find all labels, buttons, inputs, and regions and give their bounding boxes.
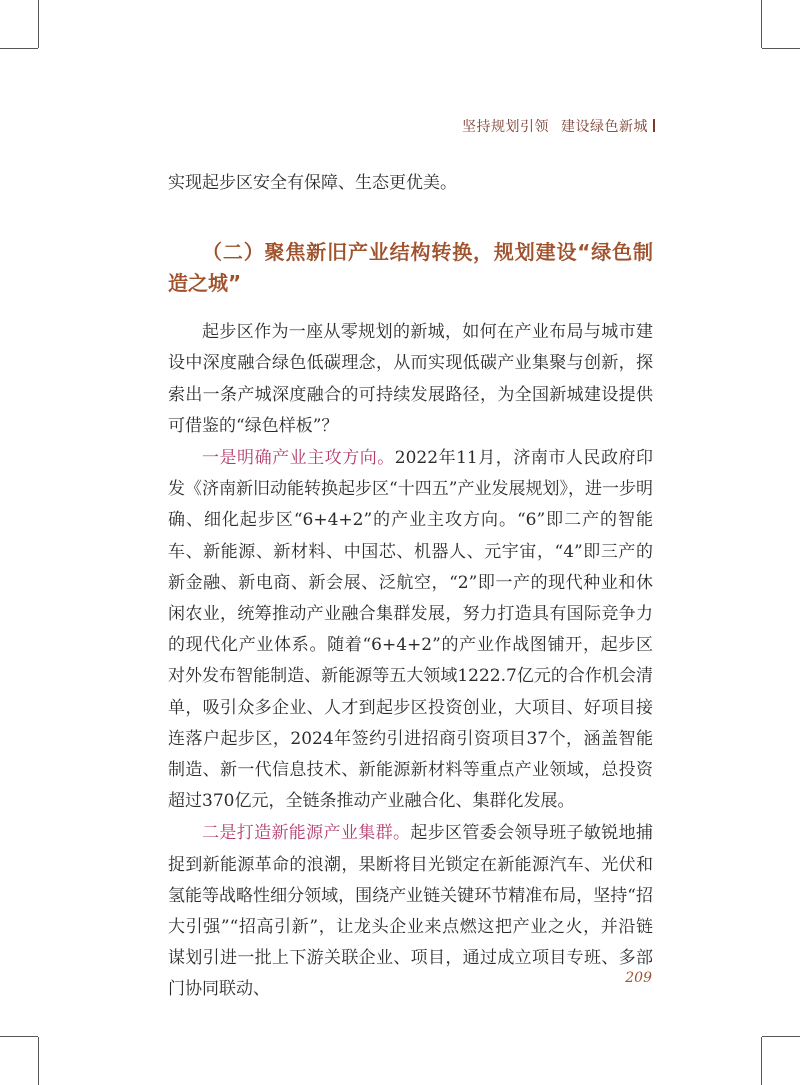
running-head-left: 坚持规划引领	[462, 119, 549, 135]
paragraph-1: 起步区作为一座从零规划的新城，如何在产业布局与城市建设中深度融合绿色低碳理念，从而实现低碳产业集聚与创新，探索出一条产城深度融合的可持续发展路径，为全国新城建设提供可借鉴的“绿色样板”？	[168, 322, 653, 436]
crop-mark-bottom-right-h	[762, 1036, 800, 1037]
running-head-bar	[653, 119, 655, 132]
crop-mark-bottom-left-v	[38, 1037, 39, 1085]
paragraph-3-lead: 二是打造新能源产业集群。	[202, 823, 411, 844]
crop-mark-bottom-left-h	[0, 1036, 38, 1037]
crop-mark-bottom-right-v	[761, 1037, 762, 1085]
crop-mark-top-right-v	[761, 0, 762, 48]
section-heading: （二）聚焦新旧产业结构转换，规划建设“绿色制造之城”	[168, 240, 653, 296]
crop-mark-top-left-v	[38, 0, 39, 48]
paragraph-3	[168, 818, 653, 1005]
running-head-right: 建设绿色新城	[561, 119, 648, 135]
crop-mark-top-left-h	[0, 48, 38, 49]
paragraph-2-lead: 一是明确产业主攻方向。	[202, 448, 395, 469]
paragraph-2	[168, 443, 653, 817]
intro-line: 实现起步区安全有保障、生态更优美。	[168, 173, 457, 193]
running-head	[462, 116, 655, 136]
paragraph-2-text: 2022年11月，济南市人民政府印发《济南新旧动能转换起步区“十四五”产业发展规划》，进一步明确、细化起步区“6+4+2”的产业主攻方向。“6”即二产的智能车、新能源、新材料、中国芯、机器人、元宇宙，“4”即三产的新金融、新电商、新会展、泛航空，“2”即一产的现代种业和休闲农业，统筹推动产业融合集群发展，努力打造具有国际竞争力的现代化产业体系。随着“6+4+2”的产业作战图铺开，起步区对外发布智能制造、新能源等五大领域1222.7亿元的合作机会清单，吸引众多企业、人才到起步区投资创业，大项目、好项目接连落户起步区，2024年签约引进招商引资项目37个，涵盖智能制造、新一代信息技术、新能源新材料等重点产业领域，总投资超过370亿元，全链条推动产业融合化、集群化发展。	[168, 448, 654, 812]
page-body	[168, 168, 653, 1006]
page-number: 209	[625, 970, 652, 986]
crop-mark-top-right-h	[762, 48, 800, 49]
paragraph-3-text: 起步区管委会领导班子敏锐地捕捉到新能源革命的浪潮，果断将目光锁定在新能源汽车、光伏和氢能等战略性细分领域，围绕产业链关键环节精准布局，坚持“招大引强”“招高引新”，让龙头企业来点燃这把产业之火，并沿链谋划引进一批上下游关联企业、项目，通过成立项目专班、多部门协同联动、	[168, 823, 654, 1000]
